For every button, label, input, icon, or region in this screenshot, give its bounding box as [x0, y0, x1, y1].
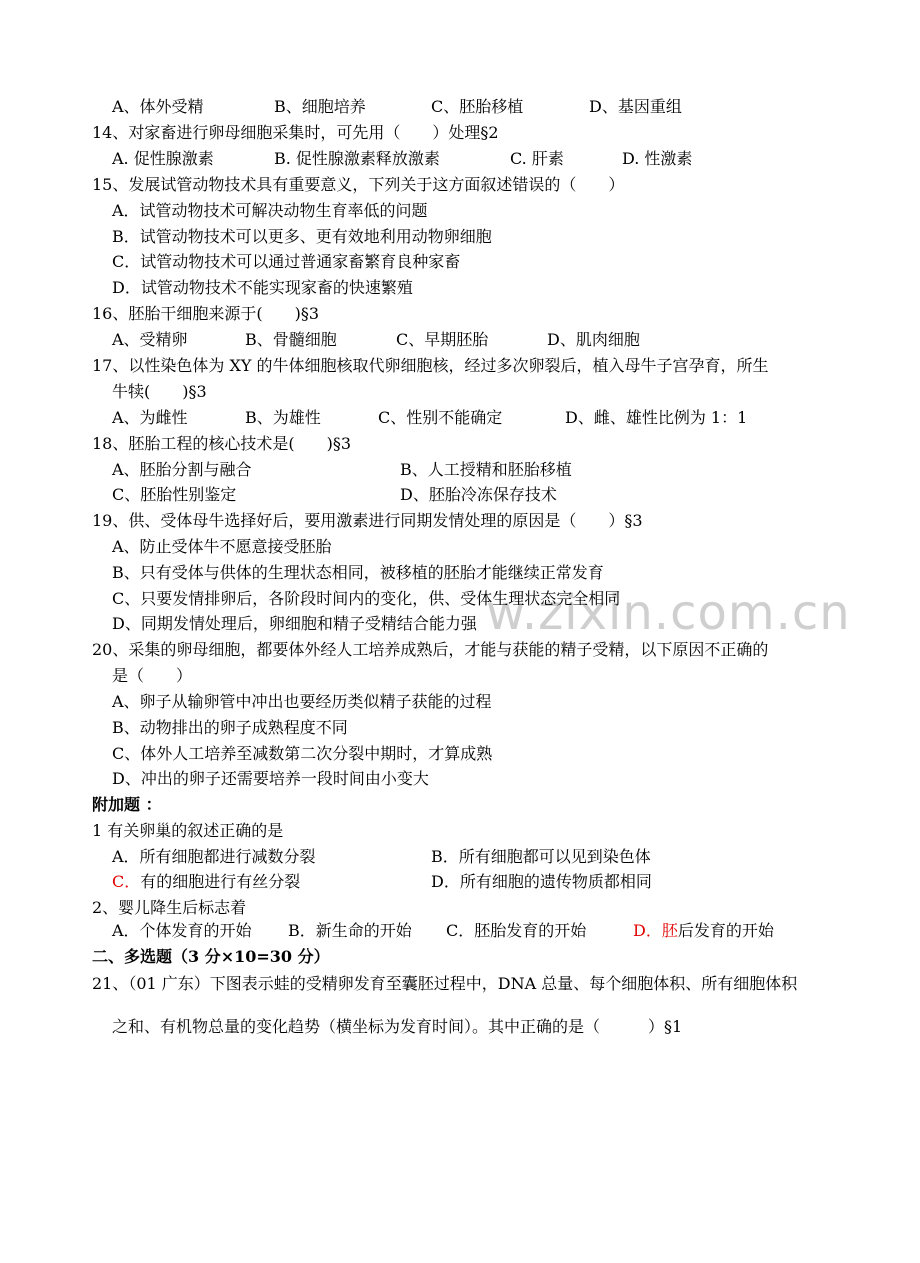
q15-option-d: D．试管动物技术不能实现家畜的快速繁殖 — [112, 278, 413, 297]
bonus-q1-option-a: A．所有细胞都进行减数分裂 — [112, 847, 316, 866]
bonus-q1-stem: 1 有关卵巢的叙述正确的是 — [92, 821, 284, 840]
q20-stem-line2: 是（ ） — [112, 666, 193, 685]
q20-option-a: A、卵子从输卵管中冲出也要经历类似精子获能的过程 — [112, 692, 492, 711]
bonus-q2-option-c: C．胚胎发育的开始 — [446, 921, 587, 940]
q13-option-c: C、胚胎移植 — [431, 97, 524, 116]
bonus-q1-option-b: B．所有细胞都可以见到染色体 — [431, 847, 651, 866]
q19-option-b: B、只有受体与供体的生理状态相同，被移植的胚胎才能继续正常发育 — [112, 563, 604, 582]
q20-option-d: D、冲出的卵子还需要培养一段时间由小变大 — [112, 769, 429, 788]
q17-option-c: C、性别不能确定 — [378, 408, 503, 427]
q19-option-d: D、同期发情处理后，卵细胞和精子受精结合能力强 — [112, 614, 477, 633]
q18-stem: 18、胚胎工程的核心技术是( )§3 — [92, 434, 352, 453]
bonus-heading: 附加题 ： — [92, 795, 162, 814]
q16-option-c: C、早期胚胎 — [396, 330, 489, 349]
q16-option-a: A、受精卵 — [112, 330, 188, 349]
q17-option-d: D、雌、雄性比例为 1：1 — [565, 408, 748, 427]
q18-option-c: C、胚胎性别鉴定 — [112, 485, 237, 504]
q19-option-c: C、只要发情排卵后，各阶段时间内的变化，供、受体生理状态完全相同 — [112, 589, 621, 608]
bonus-q2-option-b: B．新生命的开始 — [288, 921, 412, 940]
bonus-q2-stem: 2、婴儿降生后标志着 — [92, 898, 247, 917]
q14-option-d: D. 性激素 — [622, 149, 693, 168]
bonus-q1-option-c-text: 有的细胞进行有丝分裂 — [140, 872, 301, 891]
q14-option-b: B. 促性腺激素释放激素 — [274, 149, 440, 168]
q15-option-c: C．试管动物技术可以通过普通家畜繁育良种家畜 — [112, 252, 461, 271]
q17-option-b: B、为雄性 — [245, 408, 321, 427]
q20-option-b: B、动物排出的卵子成熟程度不同 — [112, 718, 348, 737]
q19-stem: 19、供、受体母牛选择好后，要用激素进行同期发情处理的原因是（ ）§3 — [92, 511, 643, 530]
q20-stem-line1: 20、采集的卵母细胞，都要体外经人工培养成熟后，才能与获能的精子受精，以下原因不正确的 — [92, 640, 769, 659]
q17-stem-line2: 牛犊( )§3 — [112, 382, 207, 401]
bonus-q1-option-d: D．所有细胞的遗传物质都相同 — [431, 872, 652, 891]
answer-mark-d: D．胚 — [633, 921, 678, 940]
q18-option-d: D、胚胎冷冻保存技术 — [400, 485, 557, 504]
section2-heading: 二、多选题（3 分×10=30 分） — [92, 947, 330, 966]
q16-option-d: D、肌肉细胞 — [547, 330, 640, 349]
q21-stem-line2: 之和、有机物总量的变化趋势（横坐标为发育时间）。其中正确的是（ ）§1 — [112, 1017, 683, 1036]
q20-option-c: C、体外人工培养至减数第二次分裂中期时，才算成熟 — [112, 744, 493, 763]
bonus-q2-option-a: A．个体发育的开始 — [112, 921, 252, 940]
q15-option-a: A．试管动物技术可解决动物生育率低的问题 — [112, 201, 428, 220]
q15-option-b: B．试管动物技术可以更多、更有效地利用动物卵细胞 — [112, 227, 492, 246]
bonus-q1-option-c — [112, 871, 300, 893]
q18-option-b: B、人工授精和胚胎移植 — [400, 460, 572, 479]
q15-stem: 15、发展试管动物技术具有重要意义，下列关于这方面叙述错误的（ ） — [92, 175, 625, 194]
q19-option-a: A、防止受体牛不愿意接受胚胎 — [112, 537, 332, 556]
q17-stem-line1: 17、以性染色体为 XY 的牛体细胞核取代卵细胞核，经过多次卵裂后，植入母牛子宫孕育，所生 — [92, 356, 769, 375]
q14-option-a: A. 促性腺激素 — [112, 149, 214, 168]
bonus-q2-option-d — [633, 920, 774, 942]
q16-stem: 16、胚胎干细胞来源于( )§3 — [92, 304, 320, 323]
q18-option-a: A、胚胎分割与融合 — [112, 460, 252, 479]
watermark: w.zixin.com.cn — [486, 585, 851, 641]
q21-stem-line1: 21、（01 广东）下图表示蛙的受精卵发育至囊胚过程中，DNA 总量、每个细胞体积、所有细胞体积 — [92, 974, 798, 993]
q16-option-b: B、骨髓细胞 — [245, 330, 337, 349]
answer-mark-c: C． — [112, 872, 141, 891]
q13-option-d: D、基因重组 — [589, 97, 682, 116]
bonus-q2-option-d-text: 后发育的开始 — [677, 921, 774, 940]
q13-option-a: A、体外受精 — [112, 97, 204, 116]
q17-option-a: A、为雌性 — [112, 408, 188, 427]
q13-option-b: B、细胞培养 — [274, 97, 366, 116]
q14-stem: 14、对家畜进行卵母细胞采集时，可先用（ ）处理§2 — [92, 123, 499, 142]
q14-option-c: C. 肝素 — [510, 149, 564, 168]
